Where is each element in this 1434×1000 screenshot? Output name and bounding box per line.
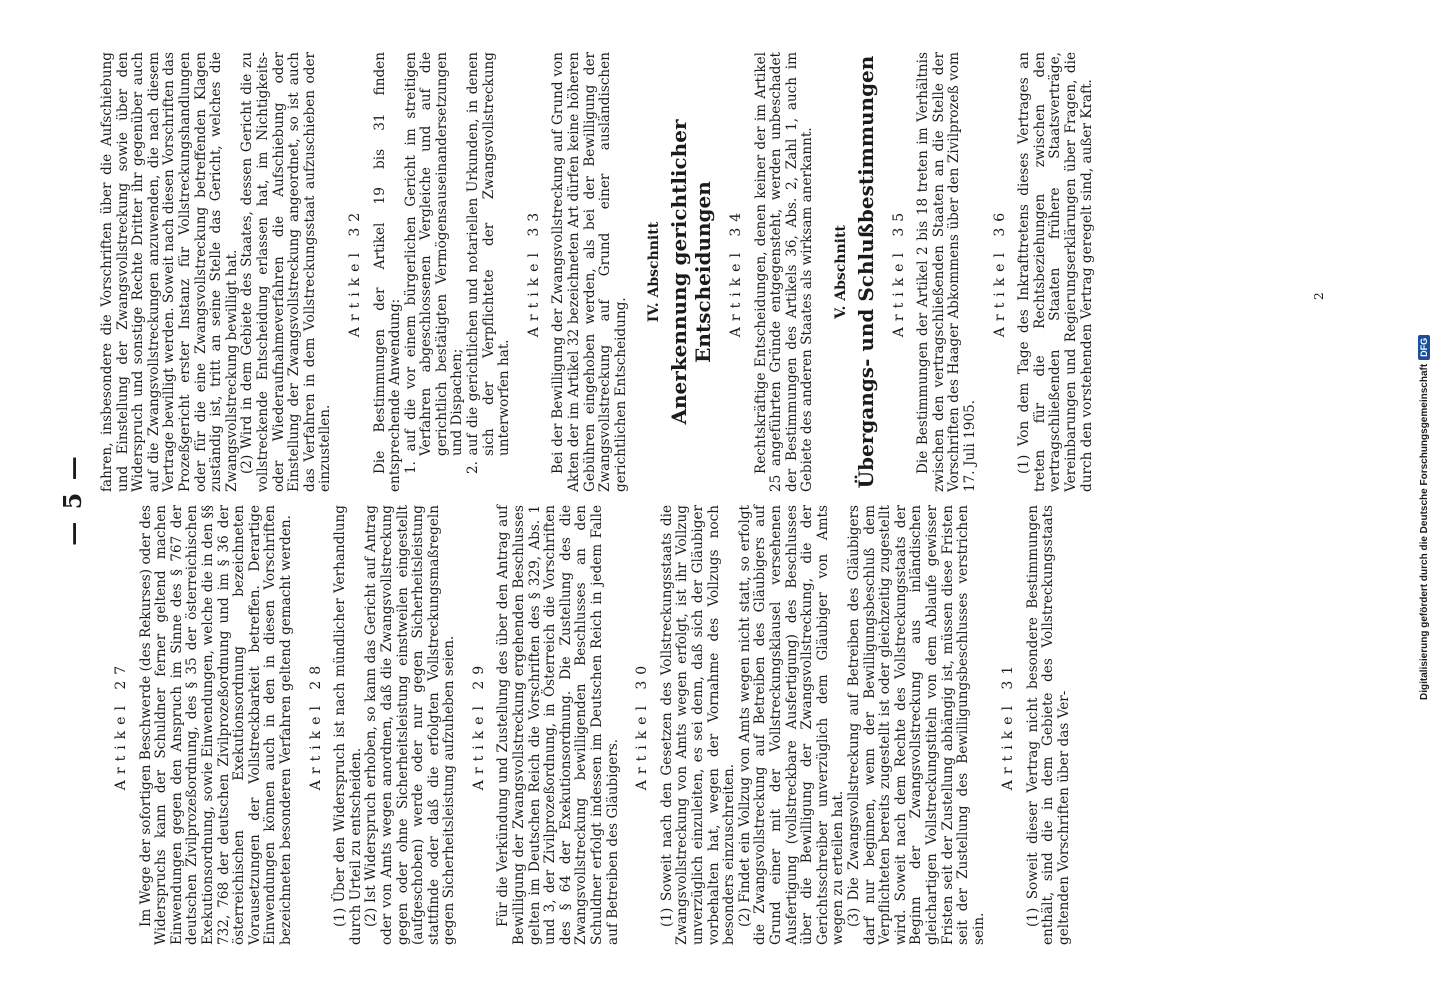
section-4-title: Anerkennung gerichtlicher Entscheidungen bbox=[667, 119, 715, 425]
article-34-text: Rechtskräftige Entscheidungen, denen keiner der im Artikel 25 angeführten Gründe entgegensteht, werden unbeschadet der Bestimmungen des Artikels 36, Abs. 2, Zahl 1, auch im Gebiete des anderen Staates als wirksam anerkannt. bbox=[752, 52, 816, 492]
footer-signature-number: 2 bbox=[1312, 292, 1326, 300]
right-column bbox=[100, 52, 1095, 492]
article-32-item-1: 1. auf die vor einem bürgerlichen Gericht im streitigen Verfahren abgeschlossenen Vergleiche und auf die gerichtlich bestätigten Vermögensauseinandersetzungen und Dispachen; bbox=[402, 52, 466, 474]
article-31-continuation: fahren, insbesondere die Vorschriften über die Aufschiebung und Einstellung der Zwangsvollstreckung sowie über den Widerspruch und sonstige Rechte Dritter ihr gegenüber auch auf die Zwangsvollstreckungen anzuwenden, die nach diesem Vertrage bewilligt werden. Soweit nach diesen Vorschriften das Prozeßgericht erster Instanz für Vollstreckungshandlungen oder für die eine Zwangsvollstreckung betreffenden Klagen zuständig ist, tritt an seine Stelle das Gericht, welches die Zwangsvollstreckung bewilligt hat. bbox=[99, 52, 240, 492]
article-28-para-2: (2) Ist Widerspruch erhoben, so kann das Gericht auf Antrag oder von Amts wegen anordnen, daß die Zwangsvollstreckung gegen oder ohne Sicherheitsleistung einstweilen eingestellt (aufgeschoben) werde oder nur gegen Sicherheitsleistung stattfinde oder daß die erfolgten Vollstreckungsmaßregeln gegen Sicherheitsleistung aufzuheben seien. bbox=[363, 505, 458, 945]
article-32-item-2: 2. auf die gerichtlichen und notariellen Urkunden, in denen sich der Verpflichtete der Zwangsvollstreckung unterworfen hat. bbox=[465, 52, 513, 474]
article-33-text: Bei der Bewilligung der Zwangsvollstreckung auf Grund von Akten der im Artikel 32 bezeichneten Art dürfen keine höheren Gebühren eingehoben werden, als bei der Bewilligung der Zwangsvollstreckung auf Grund einer ausländischen gerichtlichen Entscheidung. bbox=[550, 52, 629, 492]
section-4-label: IV. Abschnitt bbox=[646, 221, 663, 323]
article-34-heading: Artikel 34 bbox=[728, 206, 744, 338]
dfg-logo: DFG bbox=[1418, 335, 1430, 360]
article-28-heading: Artikel 28 bbox=[307, 659, 324, 791]
article-27-heading: Artikel 27 bbox=[113, 659, 129, 791]
page-number: — 5 — bbox=[58, 454, 87, 546]
article-28-para-1: (1) Über den Widerspruch ist nach mündlicher Verhandlung durch Urteil zu entscheiden. bbox=[332, 505, 364, 945]
article-35-text: Die Bestimmungen der Artikel 2 bis 18 treten im Verhältnis zwischen den vertragschließenden Staaten an die Stelle der Vorschriften des Haager Abkommens über den Zivilprozeß vom 17. Juli 1905. bbox=[915, 52, 978, 492]
article-30-para-1: (1) Soweit nach den Gesetzen des Vollstreckungsstaats die Zwangsvollstreckung von Amts wegen erfolgt, ist ihr Vollzug unverzüglich einzuleiten, es sei denn, daß sich der Gläubiger vorbehalten hat, wegen der Vornahme des Vollzugs noch besonders einzuschreiten. bbox=[658, 505, 738, 945]
article-30-para-3: (3) Die Zwangsvollstreckung auf Betreiben des Gläubigers darf nur beginnen, wenn der Bewilligungsbeschluß dem Verpflichteten bereits zugestellt ist oder gleichzeitig zugestellt wird. Soweit nach dem Rechte des Vollstreckungsstaats der Beginn der Zwangsvollstreckung aus inländischen gleichartigen Vollstreckungstiteln von dem Ablaufe gewisser Fristen seit der Zustellung abhängig ist, müssen diese Fristen seit der Zustellung des Bewilligungsbeschlusses verstrichen sein. bbox=[845, 505, 987, 945]
article-31-para-2: (2) Wird in dem Gebiete des Staates, dessen Gericht die zu vollstreckende Entscheidung erlassen hat, im Nichtigkeits- oder Wiederaufnahmeverfahren die Aufschiebung oder Einstellung der Zwangsvollstreckung angeordnet, so ist auch das Verfahren in dem Vollstreckungsstaat aufzuschieben oder einzustellen. bbox=[239, 52, 334, 492]
article-27-text: Im Wege der sofortigen Beschwerde (des Rekurses) oder des Widerspruchs kann der Schuldner ferner geltend machen Einwendungen gegen den Anspruch im Sinne des § 767 der deutschen Zivilprozeßordnung, des § 35 der österreichischen Exekutionsordnung, sowie Einwendungen, welche die in den §§ 732, 768 der deutschen Zivilprozeßordnung und im § 36 der österreichischen Exekutionsordnung bezeichneten Vorausetzungen der Vollstreckbarkeit betreffen. Derartige Einwendungen können auch in den in diesen Vorschriften bezeichneten besonderen Verfahren geltend gemacht werden. bbox=[137, 505, 294, 945]
article-30-para-2: (2) Findet ein Vollzug von Amts wegen nicht statt, so erfolgt die Zwangsvollstreckung auf Betreiben des Gläubigers auf Grund einer mit der Vollstreckungsklausel versehenen Ausfertigung (vollstreckbare Ausfertigung) des Beschlusses über die Bewilligung der Zwangsvollstreckung, die der Gerichtsschreiber unverzüglich dem Gläubiger von Amts wegen zu erteilen hat. bbox=[736, 505, 847, 945]
article-30-heading: Artikel 30 bbox=[634, 659, 651, 791]
article-32-heading: Artikel 32 bbox=[346, 206, 363, 338]
section-5-label: V. Abschnitt bbox=[832, 225, 849, 319]
digitization-credit bbox=[1418, 0, 1430, 1000]
article-35-heading: Artikel 35 bbox=[890, 206, 907, 338]
article-36-para-1: (1) Von dem Tage des Inkrafttretens dieses Vertrages an treten für die Rechtsbeziehungen zwischen den vertragschließenden Staaten frühere Staatsverträge, Vereinbarungen und Regierungserklärungen über Fragen, die durch den vorstehenden Vertrag geregelt sind, außer Kraft. bbox=[1016, 52, 1095, 492]
article-33-heading: Artikel 33 bbox=[525, 206, 542, 338]
left-column bbox=[100, 505, 1073, 945]
article-29-heading: Artikel 29 bbox=[470, 659, 487, 791]
article-29-text: Für die Verkündung und Zustellung des über den Antrag auf Bewilligung der Zwangsvollstreckung ergehenden Beschlusses gelten im Deutschen Reich die Vorschriften des § 329, Abs. 1 und 3, der Zivilprozeßordnung, in Österreich die Vorschriften des § 64 der Exekutionsordnung. Die Zustellung des die Zwangsvollstreckung bewilligenden Beschlusses an den Schuldner erfolgt indessen im Deutschen Reich in jedem Falle auf Betreiben des Gläubigers. bbox=[495, 505, 621, 945]
section-5-title: Übergangs- und Schlußbestimmungen bbox=[853, 55, 878, 489]
article-31-para-1: (1) Soweit dieser Vertrag nicht besondere Bestimmungen enthält, sind die in dem Gebiete des Vollstreckungsstaats geltenden Vorschriften über das Ver- bbox=[1024, 505, 1073, 945]
article-36-heading: Artikel 36 bbox=[991, 206, 1008, 338]
digitization-note: Digitalisierung gefördert durch die Deutsche Forschungsgemeinschaft bbox=[1418, 363, 1430, 700]
article-32-intro: Die Bestimmungen der Artikel 19 bis 31 finden entsprechende Anwendung: bbox=[371, 52, 404, 492]
article-31-heading: Artikel 31 bbox=[1000, 659, 1017, 791]
